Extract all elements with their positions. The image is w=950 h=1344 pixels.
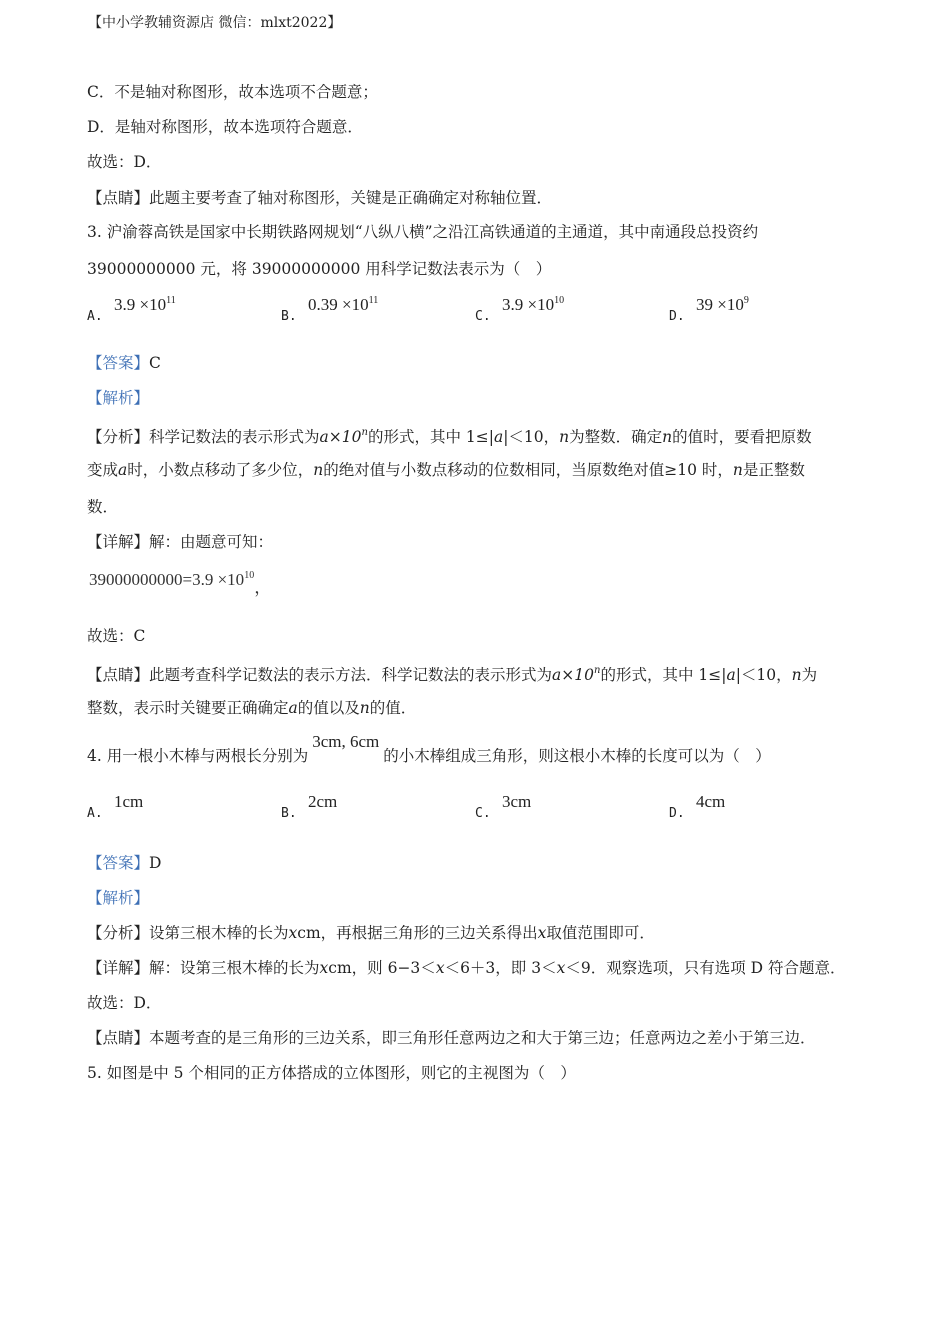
q4-analysis-heading: 【解析】 — [87, 889, 150, 907]
q3-stem-line2: 39000000000 元，将 39000000000 用科学记数法表示为（ ） — [87, 260, 552, 278]
q4-choice: 故选：D． — [87, 994, 162, 1012]
q2-comment: 【点睛】此题主要考查了轴对称图形，关键是正确确定对称轴位置． — [87, 189, 553, 207]
q3-comment-line1: 【点睛】此题考查科学记数法的表示方法．科学记数法的表示形式为$a\times 10^n$的形式，其中 1≤|a|＜10，n为 — [87, 665, 818, 684]
q4-detail: 【详解】解：设第三根木棒的长为xcm，则 6−3＜x＜6＋3，即 3＜x＜9．观察选项，只有选项 D 符合题意． — [87, 959, 846, 977]
q4-comment: 【点睛】本题考查的是三角形的三边关系，即三角形任意两边之和大于第三边；任意两边之差小于第三边． — [87, 1029, 816, 1047]
q3-fenxi-line1: 【分析】科学记数法的表示形式为$a\times 10^n$的形式，其中 1≤|a|＜10，n为整数．确定n的值时，要看把原数 — [87, 427, 812, 446]
q2-line-c: C．不是轴对称图形，故本选项不合题意； — [87, 83, 378, 101]
q2-choice: 故选：D． — [87, 153, 162, 171]
q3-equation: $39000000000=3.9 \times 10^{10}$， — [89, 570, 272, 597]
q3-comment-line2: 整数，表示时关键要正确确定a的值以及n的值． — [87, 699, 417, 717]
q3-fenxi-line2: 变成a时，小数点移动了多少位，n的绝对值与小数点移动的位数相同，当原数绝对值≥10 时，n是正整数 — [87, 461, 805, 479]
q4-answer: 【答案】D — [87, 854, 162, 872]
q4-stem: 4. 用一根小木棒与两根长分别为3cm, 6cm的小木棒组成三角形，则这根小木棒的长度可以为（ ） — [87, 732, 771, 765]
q3-fenxi-line3: 数． — [87, 498, 119, 516]
q4-fenxi: 【分析】设第三根木棒的长为xcm，再根据三角形的三边关系得出x取值范围即可． — [87, 924, 655, 942]
q3-choice: 故选：C — [87, 627, 146, 645]
q3-stem-line1: 3. 沪渝蓉高铁是国家中长期铁路网规划“八纵八横”之沿江高铁通道的主通道，其中南通段总投资约 — [87, 223, 759, 241]
q5-stem: 5. 如图是中 5 个相同的正方体搭成的立体图形，则它的主视图为（ ） — [87, 1064, 576, 1082]
q3-answer: 【答案】C — [87, 354, 161, 372]
q3-analysis-heading: 【解析】 — [87, 389, 150, 407]
page-header: 【中小学教辅资源店 微信：mlxt2022】 — [88, 15, 342, 31]
q2-line-d: D．是轴对称图形，故本选项符合题意． — [87, 118, 363, 136]
q3-detail: 【详解】解：由题意可知： — [87, 533, 274, 551]
